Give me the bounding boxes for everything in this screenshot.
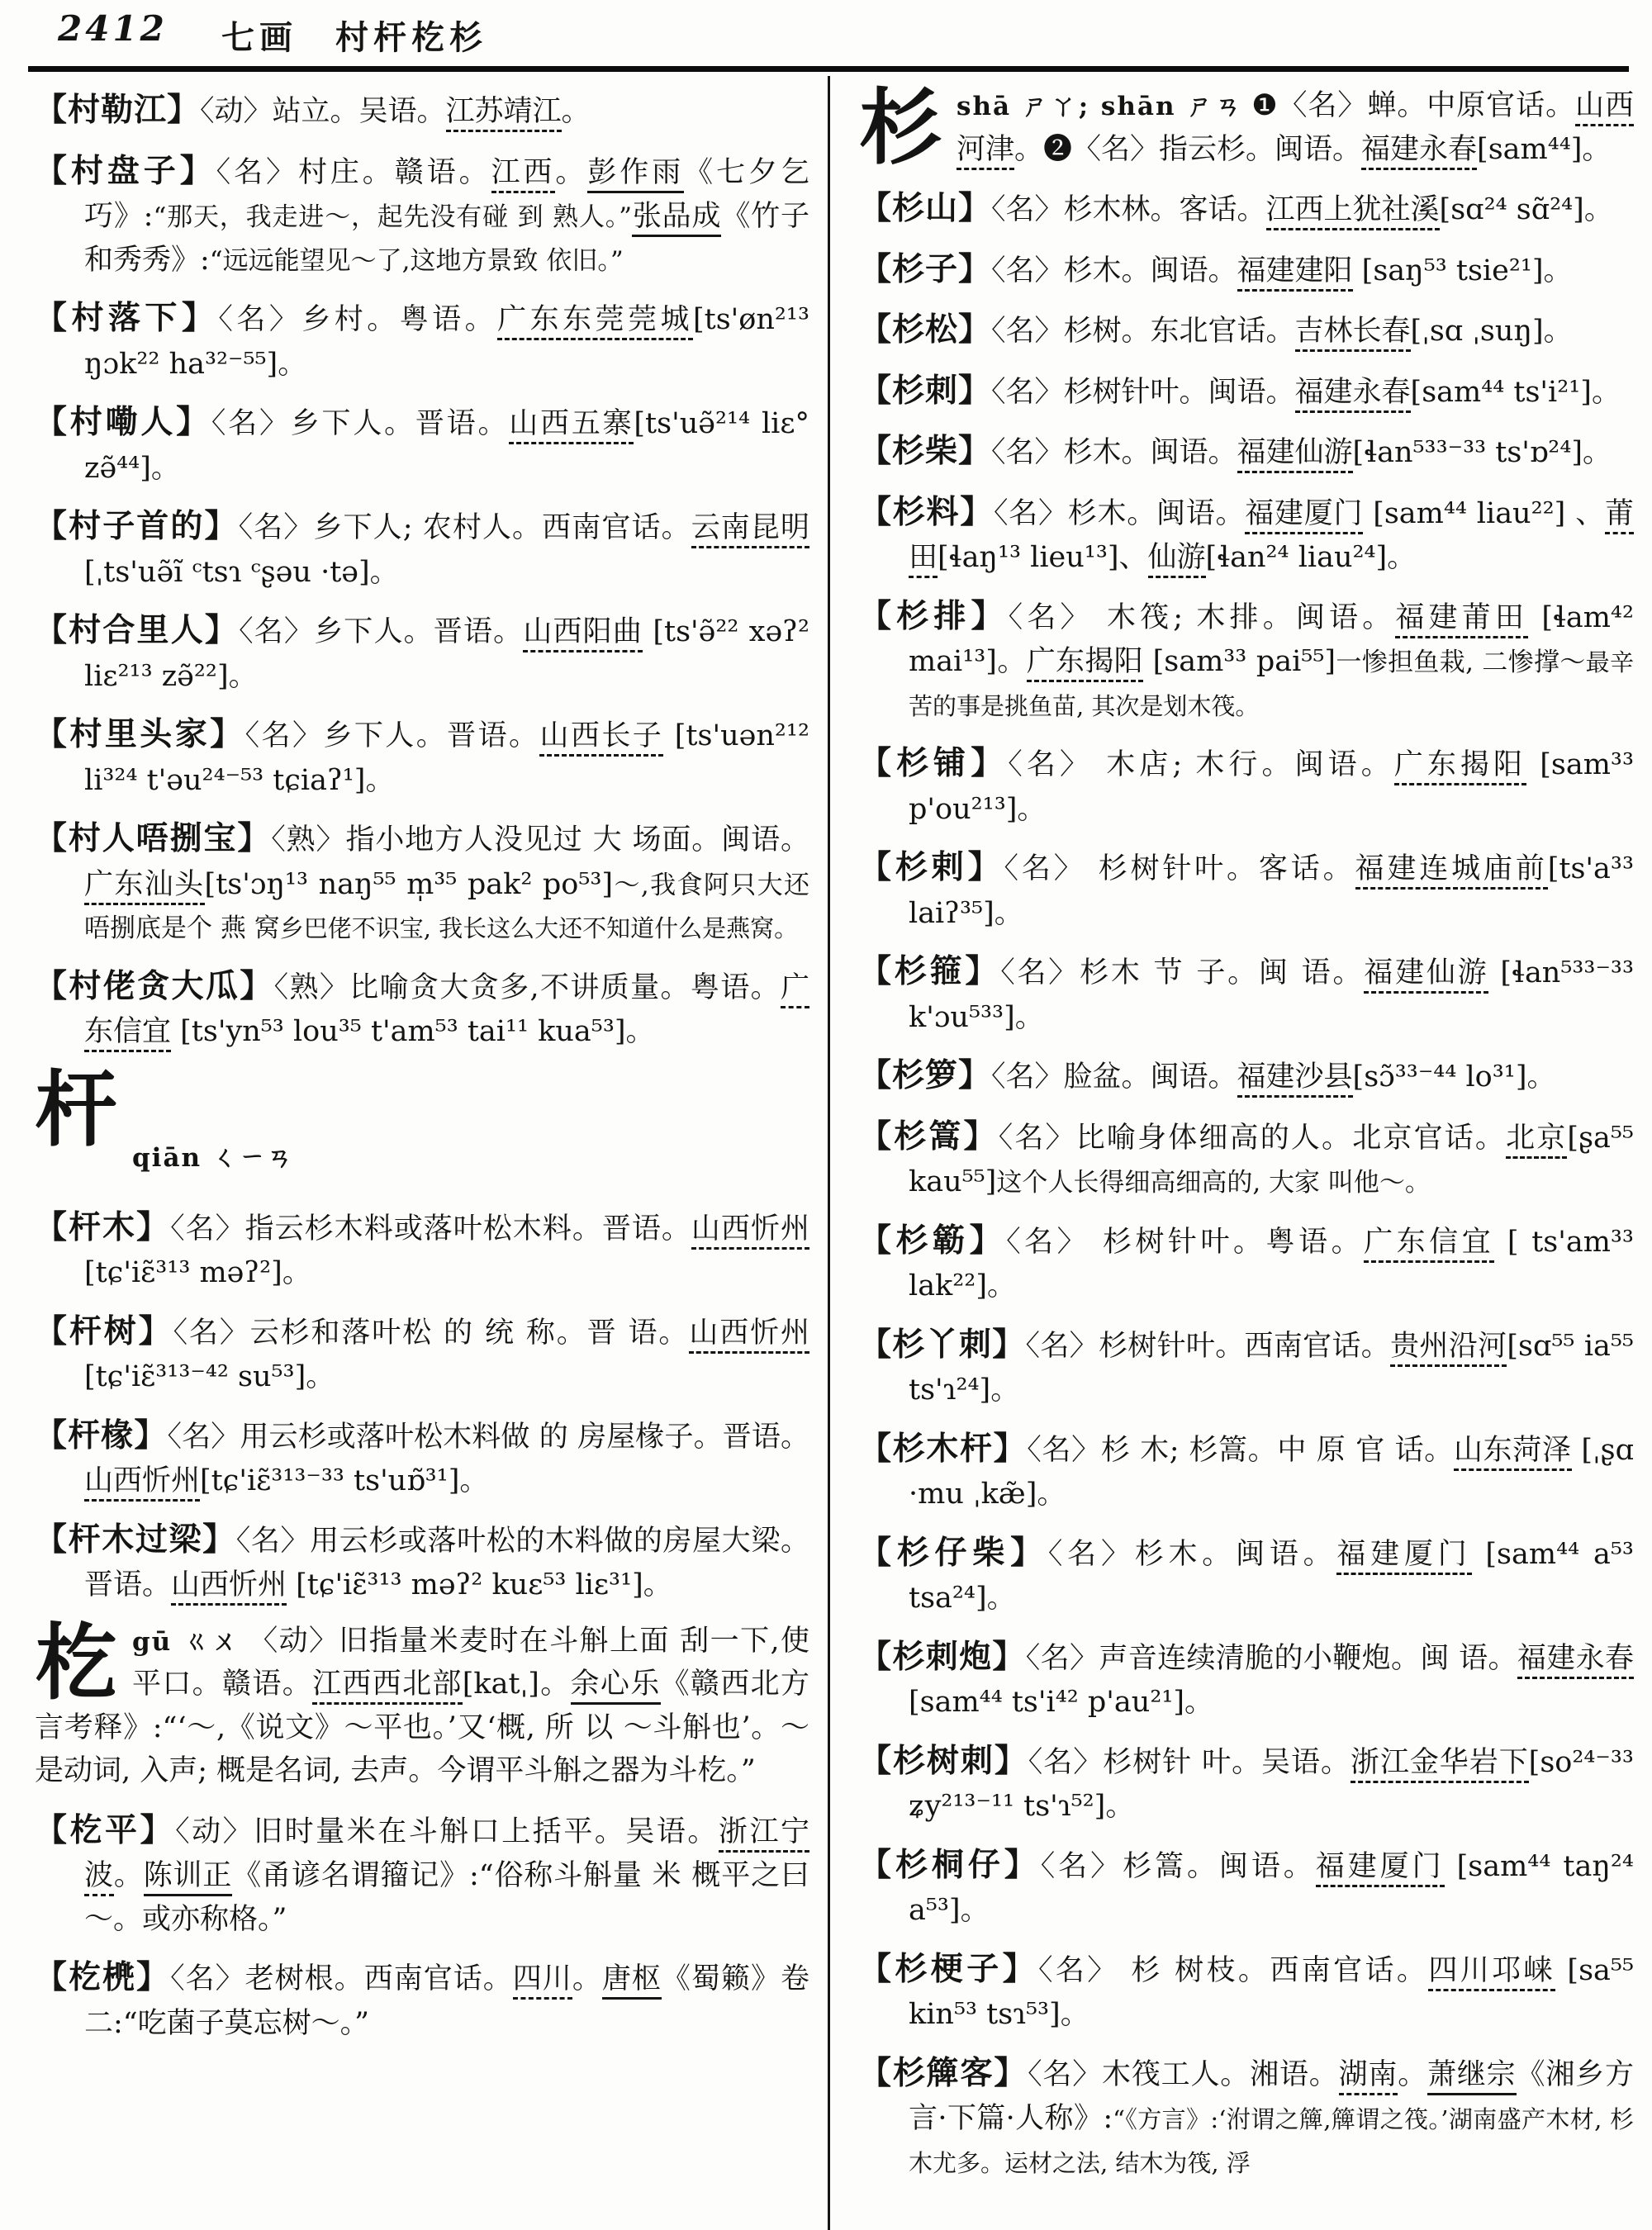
entry-headword: 【村勒江】 — [35, 91, 201, 129]
definition-text: 〈名〉杉木林。客话。 — [991, 193, 1266, 226]
place-name: 贵州沿河 — [1390, 1330, 1507, 1367]
entry-headword: 【杉梗子】 — [859, 1949, 1038, 1988]
definition-text: [sam⁴⁴ a⁵³ tsa²⁴]。 — [909, 1537, 1634, 1615]
dict-entry — [859, 367, 1634, 415]
definition-text: 〈名〉脸盆。闽语。 — [991, 1060, 1237, 1094]
definition-text: 〈名〉老树根。西南官话。 — [170, 1962, 513, 1995]
entry-headword: 【杆木】 — [35, 1208, 171, 1246]
entry-headword: 【杆木过梁】 — [35, 1520, 236, 1559]
definition-text: 〈名〉指云杉木料或落叶松木料。晋语。 — [170, 1212, 691, 1245]
place-name: 福建永春 — [1361, 133, 1477, 170]
definition-text: 〈名〉杉树。东北官话。 — [991, 315, 1295, 348]
place-name: 江西上犹社溪 — [1266, 193, 1440, 230]
definition-text: [sam³³ pai⁵⁵] — [1143, 645, 1336, 678]
dict-entry — [859, 1841, 1634, 1933]
definition-text: 〈名〉杉 木; 杉篙。中 原 官 话。 — [1027, 1433, 1454, 1467]
definition-text: [ˌʂɑ ·mu ˌkæ̃]。 — [909, 1433, 1634, 1511]
definition-text: [sam³³ p'ou²¹³]。 — [909, 748, 1634, 826]
place-name: 福建仙游 — [1364, 956, 1488, 994]
stroke-section-label: 七画 — [221, 18, 297, 57]
entry-headword: 【杉木杆】 — [859, 1429, 1028, 1468]
dict-entry — [859, 488, 1634, 580]
place-name: 江苏靖江 — [446, 95, 562, 132]
definition-text: 〈名〉乡村。粤语。 — [218, 303, 498, 336]
definition-text: [ɬan²⁴ liau²⁴]。 — [1205, 541, 1417, 574]
place-name: 广东揭阳 — [1394, 748, 1526, 785]
place-name: 福建连城庙前 — [1355, 852, 1548, 890]
dict-entry — [35, 1307, 809, 1399]
definition-text: 〈名〉杉树针叶。闽语。 — [991, 375, 1295, 409]
proper-name: 陈训正 — [144, 1859, 233, 1896]
entry-headword: 【村落下】 — [35, 299, 219, 337]
place-name: 云南昆明 — [691, 511, 809, 548]
definition-text: 《竹子和秀秀》: — [84, 200, 809, 277]
definition-text: 《蜀籁》卷二:“吃菌子莫忘树～。” — [84, 1962, 809, 2040]
definition-text: 〈名〉木筏工人。湘语。 — [1028, 2057, 1339, 2091]
dict-entry — [859, 1217, 1634, 1308]
place-name: 四川 — [513, 1962, 572, 2000]
definition-text: [ts'øn²¹³ ŋɔk²² ha³²⁻⁵⁵]。 — [84, 303, 809, 381]
definition-text: 。 — [1398, 2057, 1428, 2091]
proper-name: 彭作雨 — [587, 156, 684, 193]
place-name: 山西忻州 — [171, 1568, 287, 1606]
place-name: 广东东莞莞城 — [497, 303, 693, 340]
dict-entry — [35, 1203, 809, 1295]
definition-text: 〈名〉杉篙。闽语。 — [1040, 1849, 1316, 1883]
definition-text: 〈名〉杉木。闽语。 — [1047, 1537, 1337, 1571]
entry-headword: 【杉箩】 — [859, 1056, 992, 1094]
place-name: 福建永春 — [1517, 1642, 1634, 1679]
right-column — [859, 79, 1634, 2196]
definition-text: [ts'a³³ laiʔ³⁵]。 — [909, 852, 1634, 930]
definition-text: [sam⁴⁴ taŋ²⁴ a⁵³]。 — [909, 1849, 1634, 1927]
place-name: 山西五寨 — [509, 407, 634, 444]
definition-text: 。 — [555, 155, 588, 189]
entry-headword: 【杚平】 — [35, 1810, 176, 1849]
place-name: 山西忻州 — [689, 1317, 809, 1354]
entry-headword: 【杉篙】 — [859, 1117, 999, 1155]
entry-headword: 【杉刺】 — [859, 371, 992, 410]
section-pronunciation: shā ㄕㄚ; shān ㄕㄢ — [957, 92, 1244, 121]
entry-headword: 【杉料】 — [859, 492, 995, 531]
definition-text: 〈名〉乡下人。晋语。 — [239, 615, 524, 648]
left-column — [35, 86, 809, 2057]
entry-headword: 【杉丫刺】 — [859, 1325, 1026, 1364]
entry-headword: 【村合里人】 — [35, 611, 240, 649]
definition-text: [ˌts'uə̃ĩ ᶜtsɿ ᶜʂəu ·tə]。 — [84, 555, 399, 589]
example-text: ～,我食阿只大还唔捌底是个 燕 窝 — [84, 870, 809, 943]
definition-text: 〈名〉乡下人。晋语。 — [211, 407, 510, 440]
definition-text: [ɬan⁵³³⁻³³ k'ɔu⁵³³]。 — [909, 956, 1634, 1034]
entry-headword: 【杉簰客】 — [859, 2053, 1028, 2092]
page-number: 2412 — [58, 8, 168, 49]
definition-text: 〈名〉杉木。闽语。 — [991, 254, 1237, 287]
definition-text: [sam⁴⁴ liau²²] 、 — [1363, 496, 1605, 530]
definition-text: 。 — [113, 1859, 144, 1892]
definition-text: [ts'ɔŋ¹³ naŋ⁵⁵ m̩³⁵ pak² po⁵³] — [204, 867, 614, 901]
example-text: 撑～ — [1533, 648, 1586, 677]
dict-entry — [859, 245, 1634, 294]
entry-headword: 【杉松】 — [859, 311, 992, 349]
example-text: 最辛苦的事是挑鱼苗, 其次是划木筏。 — [909, 648, 1635, 720]
column-divider — [828, 76, 830, 2230]
dict-entry — [859, 1321, 1634, 1412]
definition-text: [ts'uən²¹² li³²⁴ t'əu²⁴⁻⁵³ tɕiaʔ¹]。 — [84, 719, 809, 797]
definition-text: 《七夕乞巧》: — [84, 155, 809, 233]
definition-text: 。❷〈名〉指云杉。闽语。 — [1014, 132, 1362, 166]
section-pronunciation: gū ㄍㄨ — [132, 1626, 241, 1657]
place-name: 福建莆田 — [1395, 601, 1528, 638]
definition-text: [sɑ²⁴ sɑ̃²⁴]。 — [1439, 193, 1613, 226]
dict-entry — [35, 86, 809, 135]
place-name: 山西河津 — [957, 89, 1634, 170]
definition-text: [ɬam⁴² mai¹³]。 — [909, 600, 1634, 678]
entry-headword: 【杉山】 — [859, 189, 992, 227]
definition-text: [tɕ'iɛ̃³¹³ məʔ²]。 — [84, 1256, 311, 1289]
entry-headword: 【村人唔捌宝】 — [35, 819, 272, 857]
entry-headword: 【杉仔柴】 — [859, 1533, 1048, 1572]
place-name: 山西忻州 — [691, 1212, 809, 1250]
place-name: 广东汕头 — [84, 868, 205, 905]
definition-text: [sam⁴⁴ ts'i⁴² p'au²¹]。 — [909, 1686, 1214, 1719]
definition-text: [sɑ⁵⁵ ia⁵⁵ ts'ɿ²⁴]。 — [909, 1329, 1634, 1407]
dict-entry — [859, 184, 1634, 233]
dict-entry — [35, 606, 809, 698]
definition-text: [sa⁵⁵ kin⁵³ tsɿ⁵³]。 — [909, 1953, 1634, 2031]
example-text: 乡巴佬不识宝, 我长这么大还不知道什么是燕窝。 — [279, 914, 799, 942]
definition-text: 〈动〉站立。吴语。 — [200, 95, 446, 128]
definition-text: 〈动〉旧时量米在斗斛口上括平。吴语。 — [175, 1815, 719, 1848]
dict-entry — [859, 947, 1634, 1039]
running-head — [221, 12, 487, 59]
entry-headword: 【杉柴】 — [859, 432, 992, 470]
place-name: 福建厦门 — [1336, 1538, 1471, 1575]
place-name: 吉林长春 — [1295, 315, 1411, 352]
dict-entry — [859, 1425, 1634, 1516]
dict-entry — [35, 1953, 809, 2045]
entry-headword: 【村佬贪大瓜】 — [35, 966, 274, 1005]
definition-text: [sam⁴⁴ ts'i²¹]。 — [1410, 375, 1621, 409]
definition-text: 〈名〉杉树针叶。西南官话。 — [1025, 1329, 1391, 1363]
definition-text: [katˌ]。 — [462, 1668, 571, 1701]
place-name: 广东信宜 — [84, 971, 809, 1053]
definition-text: 〈名〉杉木。闽语。 — [994, 496, 1246, 530]
entry-headword: 【杚橷】 — [35, 1958, 171, 1996]
example-text: “《方言》:‘泭谓之簰,簰谓之筏。’湖南盛产木材, 杉木尤多。运材之法, 结木为筏, 浮 — [909, 2105, 1634, 2177]
definition-text: 〈名〉 木筏; 木排。闽语。 — [1008, 600, 1396, 634]
place-name: 仙游 — [1148, 541, 1206, 578]
definition-text: 〈名〉用云杉或落叶松木料做 的 房屋椽子。晋语。 — [167, 1420, 809, 1454]
place-name: 广东揭阳 — [1027, 645, 1143, 682]
definition-text: 。 — [572, 1962, 602, 1995]
place-name: 山东菏泽 — [1454, 1434, 1572, 1471]
dict-entry — [35, 502, 809, 594]
section-character: 杉 — [859, 78, 942, 176]
dict-entry — [859, 2049, 1634, 2185]
dict-entry — [35, 1412, 809, 1503]
place-name: 福建建阳 — [1237, 254, 1353, 292]
definition-text: [saŋ⁵³ tsie²¹]。 — [1352, 254, 1573, 287]
dict-entry — [35, 147, 809, 282]
dict-entry — [859, 1945, 1634, 2037]
dict-entry — [859, 1633, 1634, 1725]
entry-headword: 【杉排】 — [859, 596, 1009, 635]
definition-text: [ts'uə̃²¹⁴ liɛ° zə̃⁴⁴]。 — [84, 407, 809, 485]
place-name: 北京 — [1506, 1122, 1567, 1159]
definition-text: [tɕ'iɛ̃³¹³⁻⁴² su⁵³]。 — [84, 1360, 335, 1393]
place-name: 福建厦门 — [1245, 497, 1363, 534]
entry-headword: 【杉子】 — [859, 249, 992, 288]
dict-entry — [859, 592, 1634, 728]
section-characters-label: 村杆杚杉 — [335, 18, 487, 57]
definition-text: 〈名〉用云杉或落叶松的木料做的房屋大梁。晋语。 — [84, 1524, 809, 1601]
place-name: 福建永春 — [1295, 376, 1411, 413]
entry-headword: 【杉箍】 — [859, 952, 1001, 990]
place-name: 浙江金华岩下 — [1351, 1746, 1529, 1783]
place-name: 山西阳曲 — [523, 615, 643, 652]
section-pronunciation: qiān ㄑㄧㄢ — [132, 1142, 294, 1173]
place-name: 浙江宁波 — [84, 1815, 809, 1897]
place-name: 湖南 — [1339, 2058, 1398, 2095]
definition-text: 〈名〉杉木。闽语。 — [991, 436, 1237, 469]
place-name: 山西长子 — [539, 719, 663, 757]
dict-entry — [859, 1529, 1634, 1620]
definition-text: [tɕ'iɛ̃³¹³ məʔ² kuɛ⁵³ liɛ³¹]。 — [287, 1568, 672, 1601]
definition-text: 〈名〉 杉树针叶。粤语。 — [1006, 1225, 1365, 1259]
dict-entry — [859, 306, 1634, 354]
entry-headword: 【杉刺炮】 — [859, 1637, 1026, 1676]
section-character: 杚 — [35, 1613, 117, 1711]
place-name: 山西忻州 — [84, 1464, 200, 1502]
dict-entry — [35, 1806, 809, 1942]
entry-headword: 【杆树】 — [35, 1312, 173, 1350]
proper-name: 张品成 — [632, 200, 721, 237]
definition-text: [ ts'am³³ lak²²]。 — [909, 1225, 1634, 1302]
definition-text: 〈名〉乡下人。晋语。 — [244, 719, 540, 752]
definition-text: ❶〈名〉蝉。中原官话。 — [1251, 89, 1576, 122]
place-name: 福建厦门 — [1316, 1850, 1445, 1887]
entry-headword: 【杉铺】 — [859, 744, 1009, 782]
section-head — [859, 78, 1634, 176]
definition-text: 《湘乡方言·下篇·人称》: — [909, 2057, 1634, 2135]
dict-entry — [859, 1051, 1634, 1100]
definition-text: [tɕ'iɛ̃³¹³⁻³³ ts'uɒ̃³¹]。 — [200, 1464, 489, 1497]
definition-text: [so²⁴⁻³³ ʑy²¹³⁻¹¹ ts'ɿ⁵²]。 — [909, 1745, 1634, 1823]
definition-text: [ts'yn⁵³ lou³⁵ t'am⁵³ tai¹¹ kua⁵³]。 — [171, 1015, 655, 1048]
section-head — [35, 1060, 809, 1190]
definition-text: 〈名〉云杉和落叶松 的 统 称。晋 语。 — [173, 1316, 690, 1350]
definition-text: 〈名〉 杉 树枝。西南官话。 — [1038, 1953, 1429, 1987]
definition-text: 〈名〉比喻身体细高的人。北京官话。 — [998, 1121, 1507, 1155]
definition-text: 〈名〉杉树针 叶。吴语。 — [1028, 1745, 1351, 1779]
section-head — [35, 1613, 809, 1793]
header-rule — [28, 66, 1629, 72]
definition-text: 〈熟〉指小地方人没见过 大 场面。闽语。 — [271, 823, 809, 856]
proper-name: 唐枢 — [602, 1962, 662, 2000]
definition-text: [ʂa⁵⁵ kau⁵⁵] — [909, 1121, 1634, 1198]
dict-entry — [859, 1737, 1634, 1829]
dict-entry — [859, 739, 1634, 831]
dict-entry — [35, 398, 809, 490]
definition-text: [ˌsɑ ˌsuŋ]。 — [1410, 315, 1573, 348]
definition-text: [ɬan⁵³³⁻³³ ts'ɒ²⁴]。 — [1352, 436, 1612, 469]
entry-headword: 【村嘞人】 — [35, 403, 211, 441]
entry-headword: 【杉簕】 — [859, 1221, 1007, 1260]
definition-text: [ɬaŋ¹³ lieu¹³]、 — [938, 541, 1148, 574]
definition-text: 〈名〉村庄。赣语。 — [216, 155, 491, 189]
example-text: 一惨担鱼栽, 二惨 — [1336, 648, 1534, 677]
section-character: 杆 — [35, 1060, 117, 1158]
definition-text: [sɔ̃³³⁻⁴⁴ lo³¹]。 — [1352, 1060, 1556, 1094]
place-name: 江西西北部 — [312, 1668, 463, 1705]
example-text: “远远能望见～了,这地方景致 依旧。” — [209, 245, 624, 276]
dict-entry — [35, 294, 809, 386]
entry-headword: 【村子首的】 — [35, 507, 239, 545]
place-name: 四川邛崃 — [1428, 1954, 1555, 1991]
example-text: “那天，我走进～，起先没有碰 到 熟人。” — [153, 202, 632, 232]
entry-headword: 【村盘子】 — [35, 151, 216, 190]
definition-text: [sam⁴⁴]。 — [1477, 132, 1612, 166]
definition-text: 〈名〉杉木 节 子。闽 语。 — [1000, 956, 1365, 989]
dict-entry — [859, 843, 1634, 935]
entry-headword: 【村里头家】 — [35, 715, 245, 753]
place-name: 广东信宜 — [1364, 1226, 1494, 1263]
entry-headword: 【杆椽】 — [35, 1416, 168, 1454]
definition-text: 〈熟〉比喻贪大贪多,不讲质量。粤语。 — [273, 970, 781, 1004]
proper-name: 萧继宗 — [1427, 2058, 1516, 2095]
definition-text: 《赣西北方言考释》:“‘～,《说文》～平也。’又‘概, 所 以 ～斗斛也’。～是动词, 入声; 概是名词, 去声。今谓平斗斛之器为斗杚。” — [35, 1668, 809, 1787]
place-name: 福建沙县 — [1237, 1060, 1353, 1098]
proper-name: 余心乐 — [571, 1668, 661, 1705]
entry-headword: 【杉桐仔】 — [859, 1845, 1041, 1884]
example-text: 这个人长得细高细高的, 大家 叫他～。 — [996, 1168, 1431, 1198]
definition-text: 〈名〉 杉树针叶。客话。 — [1004, 852, 1355, 885]
definition-text: 〈名〉声音连续清脆的小鞭炮。闽 语。 — [1025, 1641, 1517, 1675]
dict-entry — [35, 1516, 809, 1607]
place-name: 莆田 — [909, 497, 1634, 579]
definition-text: [ts'ə̃²² xəʔ² liɛ²¹³ zə̃²²]。 — [84, 615, 809, 693]
definition-text: 〈动〉旧指量米麦时在斗斛上面 刮一下,使平口。赣语。 — [132, 1624, 809, 1701]
entry-headword: 【杉剌】 — [859, 848, 1004, 886]
dict-entry — [35, 710, 809, 802]
dict-entry — [859, 1113, 1634, 1204]
dict-entry — [859, 427, 1634, 476]
definition-text: 〈名〉 木店; 木行。闽语。 — [1008, 748, 1394, 781]
definition-text: 〈名〉乡下人; 农村人。西南官话。 — [238, 511, 691, 544]
place-name: 福建仙游 — [1237, 436, 1353, 473]
entry-headword: 【杉树刺】 — [859, 1741, 1028, 1780]
definition-text: 。 — [561, 95, 591, 128]
place-name: 江西 — [491, 156, 556, 193]
dict-entry — [35, 962, 809, 1054]
definition-text: 《甬谚名谓籀记》:“俗称斗斛量 米 概平之曰～。或亦称格。” — [84, 1859, 809, 1936]
dict-entry — [35, 814, 809, 950]
